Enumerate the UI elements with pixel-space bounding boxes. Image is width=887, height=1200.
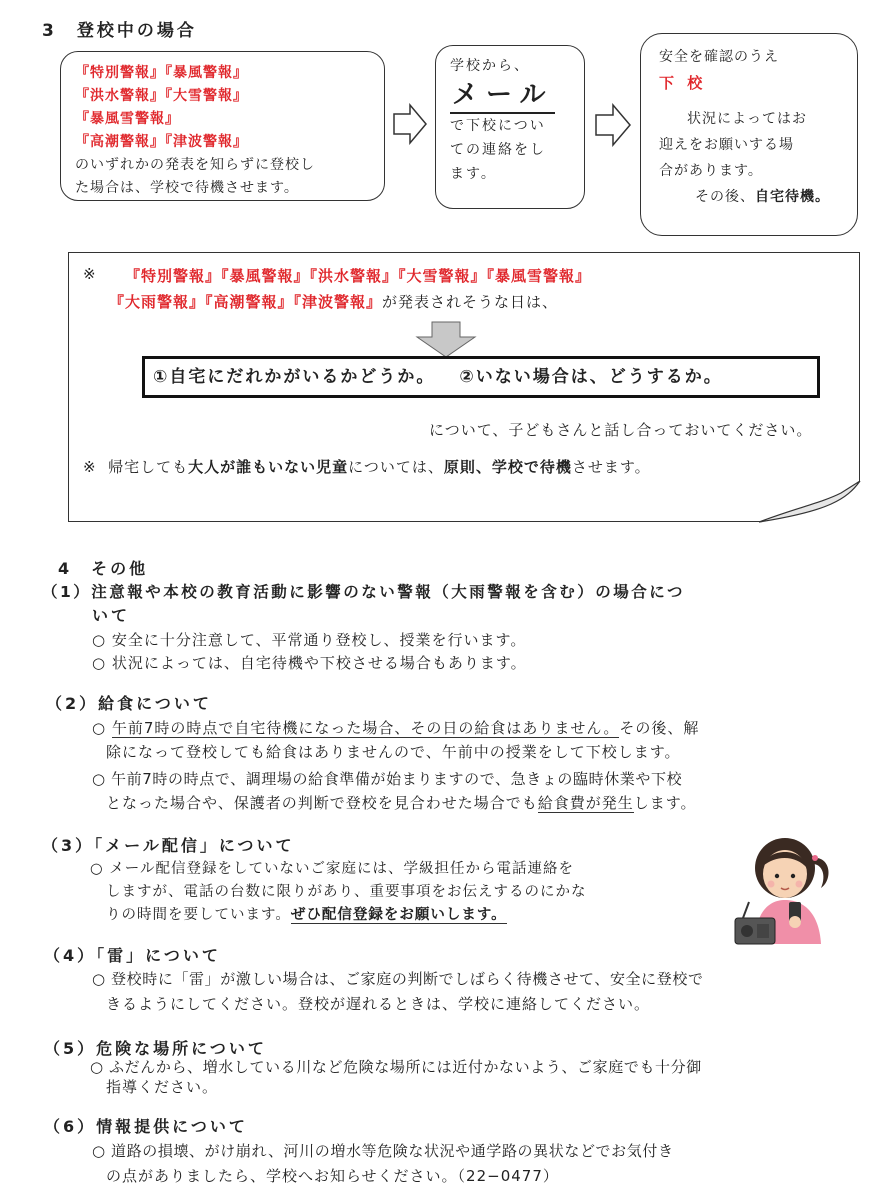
bullet-text: ○ ふだんから、増水している川など危険な場所には近付かないよう、ご家庭でも十分御: [90, 1058, 702, 1076]
item-3-title: （3）「メール配信」について: [42, 836, 295, 855]
go-home-label: 下 校: [659, 74, 707, 92]
item-1-title: （1）注意報や本校の教育活動に影響のない警報（大雨警報を含む）の場合につ: [42, 583, 685, 601]
bullet-text: となった場合や、保護者の判断で登校を見合わせた場合でも給食費が発生します。: [106, 794, 697, 812]
bullet-text: しますが、電話の台数に限りがあり、重要事項をお伝えするのにかな: [106, 884, 587, 900]
warning-list-line: 『暴風雪警報』: [75, 111, 180, 127]
bullet-text: 除になって登校しても給食はありませんので、午前中の授業をして下校します。: [106, 743, 681, 761]
case-box-go-home: [640, 33, 858, 236]
right-arrow-icon: [392, 103, 428, 145]
warning-list-line: 『高潮警報』『津波警報』: [75, 134, 248, 150]
box-text: た場合は、学校で待機させます。: [75, 180, 299, 196]
mail-heading: メール: [450, 78, 555, 114]
bullet-text: の点がありましたら、学校へお知らせください。（22−0477）: [106, 1167, 559, 1185]
note-mark: ※: [83, 265, 97, 283]
note-line: ※ 帰宅しても大人が誰もいない児童については、原則、学校で待機させます。: [83, 458, 651, 476]
page-curl-corner: [759, 481, 861, 523]
discuss-text: について、子どもさんと話し合っておいてください。: [429, 421, 813, 439]
box-text: ます。: [450, 166, 497, 182]
item-5-title: （5）危険な場所について: [44, 1039, 267, 1058]
bullet-text: きるようにしてください。登校が遅れるときは、学校に連絡してください。: [106, 995, 651, 1013]
bullet-text: ○ 午前7時の時点で、調理場の給食準備が始まりますので、急きょの臨時休業や下校: [92, 770, 683, 788]
bullet-text: ○ 登校時に「雷」が激しい場合は、ご家庭の判断でしばらく待機させて、安全に登校で: [92, 970, 704, 988]
box-text: ての連絡をし: [450, 142, 546, 158]
bullet-text: 指導ください。: [106, 1078, 219, 1096]
box-text: のいずれかの発表を知らずに登校し: [75, 157, 315, 173]
box-text: 迎えをお願いする場: [659, 137, 794, 153]
warning-list-line: 『特別警報』『暴風警報』『洪水警報』『大雪警報』『暴風雪警報』: [125, 267, 592, 285]
item-6-title: （6）情報提供について: [44, 1117, 248, 1136]
box-text: その後、自宅待機。: [695, 189, 830, 205]
bullet-text: ○ 状況によっては、自宅待機や下校させる場合もあります。: [92, 654, 527, 672]
bullet-text: ○ メール配信登録をしていないご家庭には、学級担任から電話連絡を: [90, 861, 574, 877]
bullet-text: ○ 午前7時の時点で自宅待機になった場合、その日の給食はありません。その後、解: [92, 719, 700, 737]
warning-list-line: 『洪水警報』『大雪警報』: [75, 88, 248, 104]
note-line: 『大雨警報』『高潮警報』『津波警報』が発表されそうな日は、: [109, 293, 559, 311]
girl-with-phone-illustration: [733, 828, 839, 946]
item-1-title-cont: いて: [92, 606, 131, 625]
down-arrow-icon: [415, 321, 477, 359]
case-box-unaware: [60, 51, 385, 201]
bullet-text: ○ 道路の損壊、がけ崩れ、河川の増水等危険な状況や通学路の異状などでお気付き: [92, 1142, 674, 1160]
box-text: で下校につい: [450, 118, 546, 134]
box-text: 状況によってはお: [687, 111, 807, 127]
warning-list-line: 『特別警報』『暴風警報』: [75, 65, 248, 81]
bullet-text: りの時間を要しています。ぜひ配信登録をお願いします。: [106, 907, 507, 923]
item-2-title: （2）給食について: [46, 694, 212, 713]
right-arrow-icon: [594, 103, 632, 147]
box-text: 安全を確認のうえ: [659, 49, 779, 65]
case-box-mail: [435, 45, 585, 209]
box-text: 合があります。: [659, 163, 763, 179]
section-3-title: 3 登校中の場合: [42, 21, 197, 41]
section-4-title: 4 その他: [58, 559, 149, 578]
key-question-box: ①自宅にだれかがいるかどうか。 ②いない場合は、どうするか。: [142, 356, 820, 398]
bullet-text: ○ 安全に十分注意して、平常通り登校し、授業を行います。: [92, 631, 527, 649]
item-4-title: （4）「雷」について: [44, 946, 221, 965]
box-text: 学校から、: [450, 58, 530, 74]
